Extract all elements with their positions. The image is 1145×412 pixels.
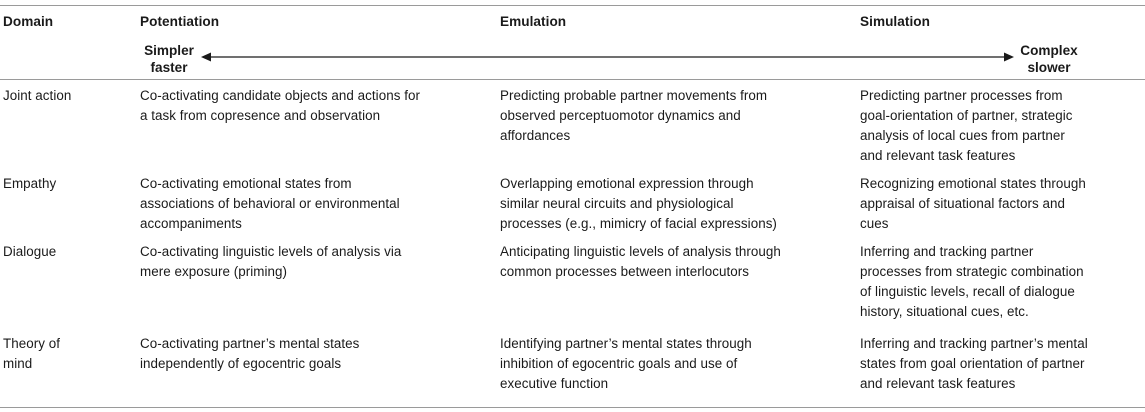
cell-line: Dialogue [3,244,57,259]
cell-line: mere exposure (priming) [140,264,288,279]
arrow-right-head [1004,53,1014,62]
complexity-arrow [200,50,1015,64]
cell-line: Predicting probable partner movements from [500,88,768,103]
cell-line: associations of behavioral or environmental [140,196,400,211]
cell-potentiation [140,86,420,126]
cell-line: Empathy [3,176,57,191]
cell-domain [3,334,60,374]
cell-potentiation [140,242,401,282]
cell-line: Anticipating linguistic levels of analysis through [500,244,781,259]
cell-line: cues [860,216,889,231]
header-emulation: Emulation [500,14,567,29]
cell-line: affordances [500,128,571,143]
cell-line: Joint action [3,88,72,103]
cell-line: Predicting partner processes from [860,88,1063,103]
cell-line: analysis of local cues from partner [860,128,1065,143]
slower-label: slower [1027,60,1071,75]
cell-domain [3,86,71,106]
cell-line: Recognizing emotional states through [860,176,1086,191]
arrow-left-head [201,53,211,62]
cell-line: Overlapping emotional expression through [500,176,754,191]
cell-line: inhibition of egocentric goals and use of [500,356,738,371]
cell-line: Co-activating partner’s mental states [140,336,360,351]
header-domain: Domain [3,14,54,29]
cell-line: mind [3,356,33,371]
cell-emulation [500,334,752,394]
cell-line: and relevant task features [860,376,1016,391]
cell-line: common processes between interlocutors [500,264,749,279]
complex-slower-label [1011,42,1087,76]
cell-line: accompaniments [140,216,242,231]
cell-line: a task from copresence and observation [140,108,381,123]
top-rule [0,5,1145,6]
cell-line: appraisal of situational factors and [860,196,1066,211]
cell-line: independently of egocentric goals [140,356,342,371]
cell-simulation [860,242,1084,322]
cell-line: states from goal orientation of partner [860,356,1085,371]
cell-domain [3,242,56,262]
cell-line: processes from strategic combination [860,264,1084,279]
cell-simulation [860,86,1073,166]
cell-line: goal-orientation of partner, strategic [860,108,1073,123]
cell-potentiation [140,334,359,374]
cell-simulation [860,334,1088,394]
header-potentiation: Potentiation [140,14,220,29]
cell-simulation [860,174,1086,234]
cell-line: Inferring and tracking partner’s mental [860,336,1088,351]
cell-line: observed perceptuomotor dynamics and [500,108,741,123]
simpler-label: Simpler [144,43,194,58]
header-rule [0,79,1145,80]
bottom-rule [0,407,1145,408]
cell-line: Identifying partner’s mental states through [500,336,752,351]
cell-line: Co-activating candidate objects and actions for [140,88,420,103]
header-simulation: Simulation [860,14,930,29]
cell-line: and relevant task features [860,148,1016,163]
complex-label: Complex [1020,43,1078,58]
cell-line: of linguistic levels, recall of dialogue [860,284,1075,299]
cell-line: similar neural circuits and physiological [500,196,734,211]
cell-line: Co-activating linguistic levels of analysis via [140,244,402,259]
cell-line: Co-activating emotional states from [140,176,352,191]
cell-line: executive function [500,376,609,391]
faster-label: faster [150,60,188,75]
cell-domain [3,174,56,194]
cell-emulation [500,242,781,282]
cell-line: Inferring and tracking partner [860,244,1034,259]
cell-emulation [500,174,777,234]
cell-potentiation [140,174,400,234]
cell-line: Theory of [3,336,61,351]
cell-emulation [500,86,767,146]
simpler-faster-label [138,42,200,76]
cell-line: processes (e.g., mimicry of facial expressions) [500,216,777,231]
cell-line: history, situational cues, etc. [860,304,1029,319]
